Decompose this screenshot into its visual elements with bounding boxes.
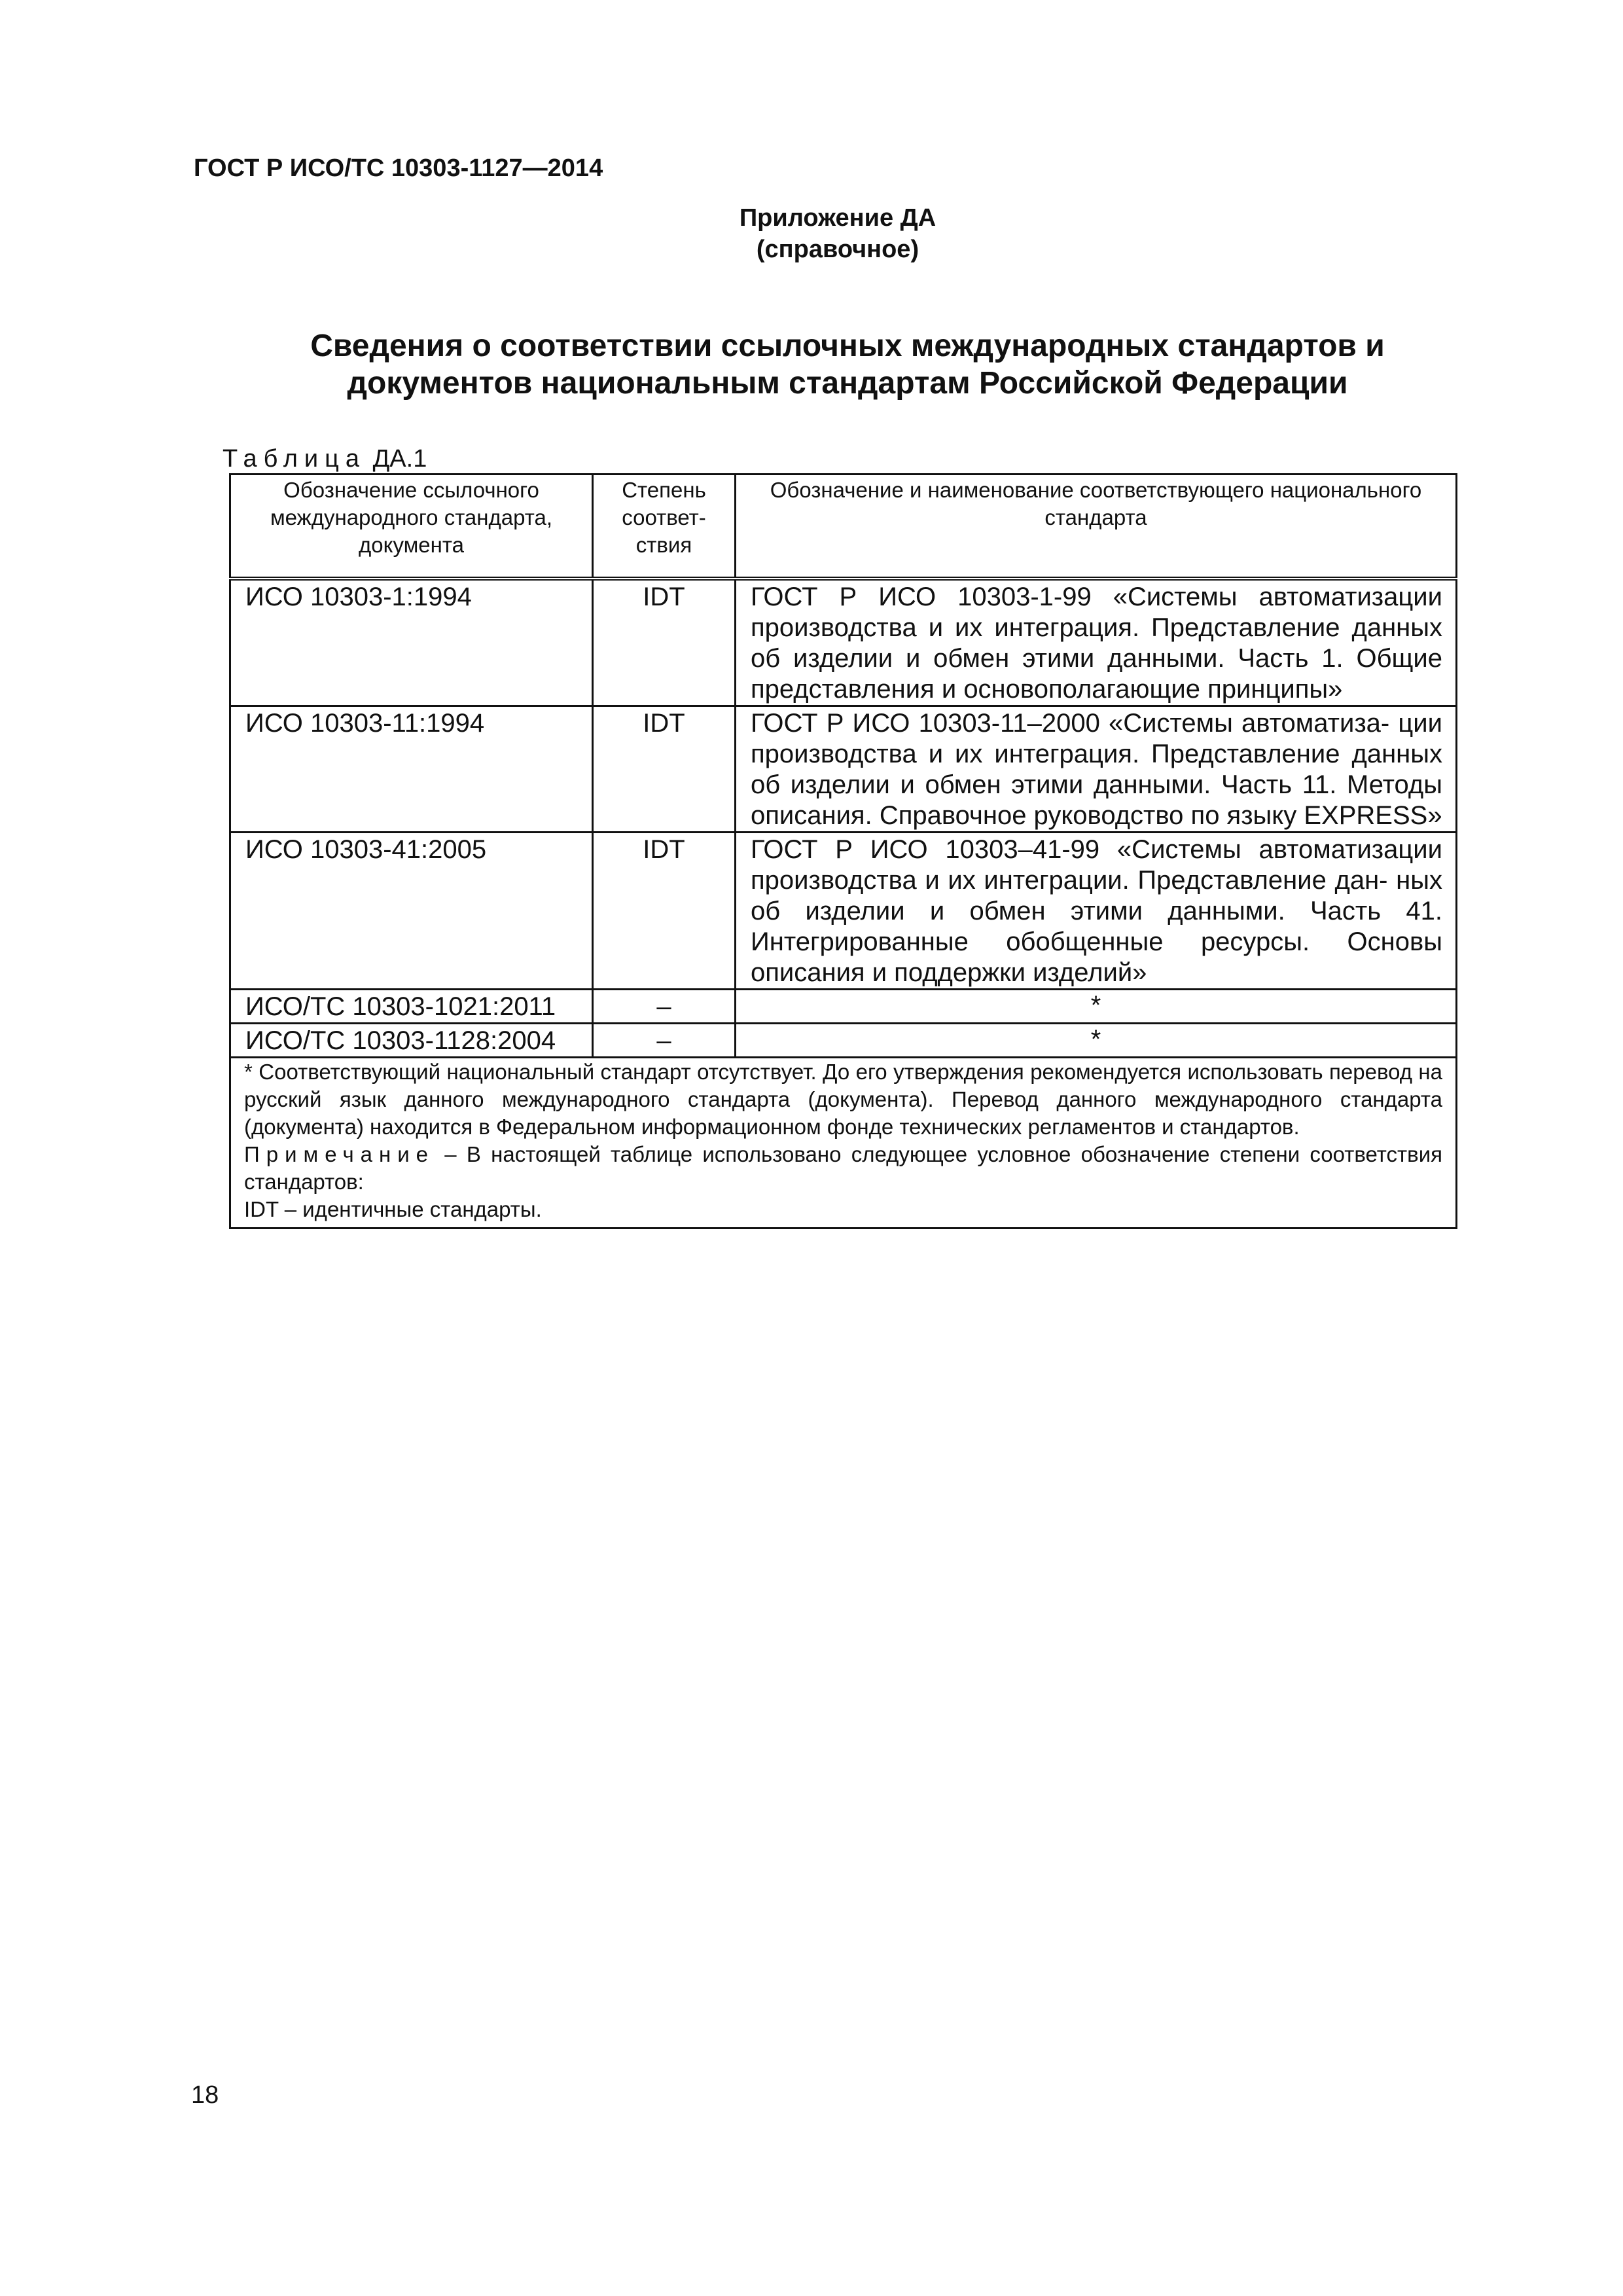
cell-international-code: ИСО 10303-1:1994 [230,579,593,706]
cell-degree: – [593,1024,736,1058]
table-footnote: * Соответствующий национальный стандарт отсутствует. До его утверждения рекомендуется использовать перевод на русский язык данного международного стандарта (документа). Перевод данного международного стандарта (документа) находится в Федеральном информационном фонде технических регламентов и стандартов. [244,1060,1442,1139]
standards-correspondence-table [229,473,1457,1229]
page-title-line-1: Сведения о соответствии ссылочных международных стандартов и [310,329,1385,363]
header-national-standard: Обозначение и наименование соответствующего национального стандарта [736,475,1457,579]
cell-international-code: ИСО/ТС 10303-1128:2004 [230,1024,593,1058]
cell-national-standard: * [736,990,1457,1024]
cell-degree: – [593,990,736,1024]
cell-degree: IDT [593,833,736,990]
table-row [230,1024,1457,1058]
table-row [230,833,1457,990]
page-title-line-2: документов национальным стандартам Российской Федерации [347,366,1348,401]
header-international-standard: Обозначение ссылочного международного стандарта, документа [230,475,593,579]
note-text: – В настоящей таблице использовано следующее условное обозначение степени соответствия стандартов: [244,1142,1443,1194]
page-number: 18 [191,2081,219,2109]
cell-national-standard: ГОСТ Р ИСО 10303-11–2000 «Системы автоматиза- ции производства и их интеграция. Представление данных об изделии и обмен этими данными. Часть 11. Методы описания. Справочное руководство по языку EXPRESS» [736,706,1457,833]
table-header-row [230,475,1457,579]
cell-national-standard: ГОСТ Р ИСО 10303-1-99 «Системы автоматизации производства и их интеграция. Представление данных об изделии и обмен этими данными. Часть 1. Общие представления и основополагающие принципы» [736,579,1457,706]
annex-status: (справочное) [756,236,919,263]
note-label: Примечание [244,1142,435,1166]
note-idt-definition: IDT – идентичные стандарты. [244,1197,542,1221]
table-row [230,579,1457,706]
table-footnote-cell [230,1058,1457,1229]
document-code: ГОСТ Р ИСО/ТС 10303-1127—2014 [194,154,603,182]
cell-national-standard: ГОСТ Р ИСО 10303–41-99 «Системы автоматизации производства и их интеграции. Представление дан- ных об изделии и обмен этими данными. Часть 41. Интегрированные обобщенные ресурсы. Основы описания и поддержки изделий» [736,833,1457,990]
cell-international-code: ИСО/ТС 10303-1021:2011 [230,990,593,1024]
cell-international-code: ИСО 10303-11:1994 [230,706,593,833]
annex-title: Приложение ДА [739,204,936,232]
cell-international-code: ИСО 10303-41:2005 [230,833,593,990]
table-row [230,706,1457,833]
cell-national-standard: * [736,1024,1457,1058]
table-caption-word: Таблица [223,445,366,473]
table-note [244,1141,1442,1196]
table-footer-row [230,1058,1457,1229]
table-caption-number: ДА.1 [372,445,427,473]
cell-degree: IDT [593,706,736,833]
cell-degree: IDT [593,579,736,706]
table-row [230,990,1457,1024]
table-caption [223,445,427,473]
header-degree: Степень соответ- ствия [593,475,736,579]
